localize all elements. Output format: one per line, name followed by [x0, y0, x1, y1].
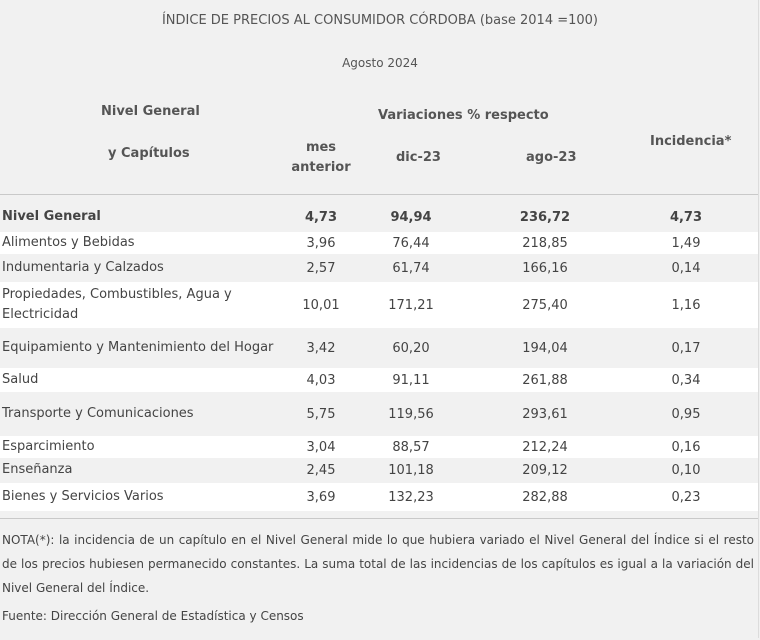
footer-divider	[0, 518, 758, 519]
row-label: Bienes y Servicios Varios	[2, 489, 164, 504]
row-label: Transporte y Comunicaciones	[2, 406, 194, 421]
cell-dic-23: 101,18	[388, 462, 434, 478]
cell-ago-23: 166,16	[522, 260, 568, 276]
cell-ago-23: 236,72	[519, 209, 571, 225]
cell-incidencia: 0,17	[671, 340, 701, 356]
cell-dic-23: 60,20	[392, 340, 430, 356]
cell-dic-23: 132,23	[388, 489, 434, 505]
cell-mes-anterior: 2,57	[306, 260, 336, 276]
cell-mes-anterior: 10,01	[302, 297, 340, 313]
table-row	[0, 368, 758, 392]
cell-incidencia: 0,16	[671, 439, 701, 455]
cell-ago-23: 209,12	[522, 462, 568, 478]
table-row	[0, 332, 758, 364]
row-label: Equipamiento y Mantenimiento del Hogar	[2, 340, 274, 355]
row-label: Nivel General	[2, 209, 101, 224]
cell-dic-23: 61,74	[392, 260, 430, 276]
period-label: Agosto 2024	[342, 56, 418, 70]
table-row	[0, 282, 758, 328]
cell-incidencia: 1,16	[671, 297, 701, 313]
cell-dic-23: 119,56	[388, 406, 434, 422]
cell-dic-23: 88,57	[392, 439, 430, 455]
header-mes-anterior: mes anterior	[291, 140, 351, 175]
cell-incidencia: 0,14	[671, 260, 701, 276]
cell-incidencia: 1,49	[671, 235, 701, 251]
table-row	[0, 396, 758, 432]
table-row	[0, 459, 758, 481]
cell-ago-23: 275,40	[522, 297, 568, 313]
cell-mes-anterior: 3,42	[306, 340, 336, 356]
table-row	[0, 204, 758, 230]
cell-dic-23: 91,11	[392, 372, 430, 388]
table-title: ÍNDICE DE PRECIOS AL CONSUMIDOR CÓRDOBA (base 2014 =100)	[161, 13, 599, 28]
cell-incidencia: 0,10	[671, 462, 701, 478]
cell-ago-23: 218,85	[522, 235, 568, 251]
cell-incidencia: 0,23	[671, 489, 701, 505]
header-nivel-general: Nivel General	[101, 104, 200, 119]
row-label: Alimentos y Bebidas	[2, 235, 135, 250]
row-label: Propiedades, Combustibles, Agua y Electricidad	[2, 287, 232, 322]
table-row	[0, 436, 758, 458]
header-dic-23: dic-23	[396, 150, 441, 165]
header-ago-23: ago-23	[526, 150, 577, 165]
cell-mes-anterior: 3,96	[306, 235, 336, 251]
cell-dic-23: 76,44	[392, 235, 430, 251]
cell-dic-23: 94,94	[390, 209, 432, 225]
cell-ago-23: 293,61	[522, 406, 568, 422]
cell-mes-anterior: 2,45	[306, 462, 336, 478]
cell-incidencia: 0,95	[671, 406, 701, 422]
cell-ago-23: 282,88	[522, 489, 568, 505]
cell-mes-anterior: 4,03	[306, 372, 336, 388]
table-row	[0, 256, 758, 280]
cell-incidencia: 0,34	[671, 372, 701, 388]
cell-ago-23: 212,24	[522, 439, 568, 455]
cell-dic-23: 171,21	[388, 297, 434, 313]
cell-mes-anterior: 3,04	[306, 439, 336, 455]
footnote: NOTA(*): la incidencia de un capítulo en el Nivel General mide lo que hubiera variado el Nivel General del Índice si el resto de los precios hubiesen permanecido constantes. La suma total de las incidencias de los capítulos es igual a la variación del Nivel General del Índice.	[2, 533, 754, 595]
cell-mes-anterior: 5,75	[306, 406, 336, 422]
header-variaciones: Variaciones % respecto	[378, 108, 549, 123]
cell-mes-anterior: 3,69	[306, 489, 336, 505]
cell-mes-anterior: 4,73	[304, 209, 338, 225]
table-row	[0, 483, 758, 511]
header-capitulos: y Capítulos	[108, 146, 190, 161]
cell-incidencia: 4,73	[669, 209, 703, 225]
header-incidencia: Incidencia*	[650, 134, 732, 149]
row-label: Esparcimiento	[2, 439, 95, 454]
row-label: Enseñanza	[2, 462, 73, 477]
cell-ago-23: 194,04	[522, 340, 568, 356]
header-divider	[0, 194, 758, 195]
table-row	[0, 232, 758, 254]
source-note: Fuente: Dirección General de Estadística y Censos	[2, 609, 304, 623]
row-label: Salud	[2, 372, 39, 387]
cell-ago-23: 261,88	[522, 372, 568, 388]
row-label: Indumentaria y Calzados	[2, 260, 164, 275]
